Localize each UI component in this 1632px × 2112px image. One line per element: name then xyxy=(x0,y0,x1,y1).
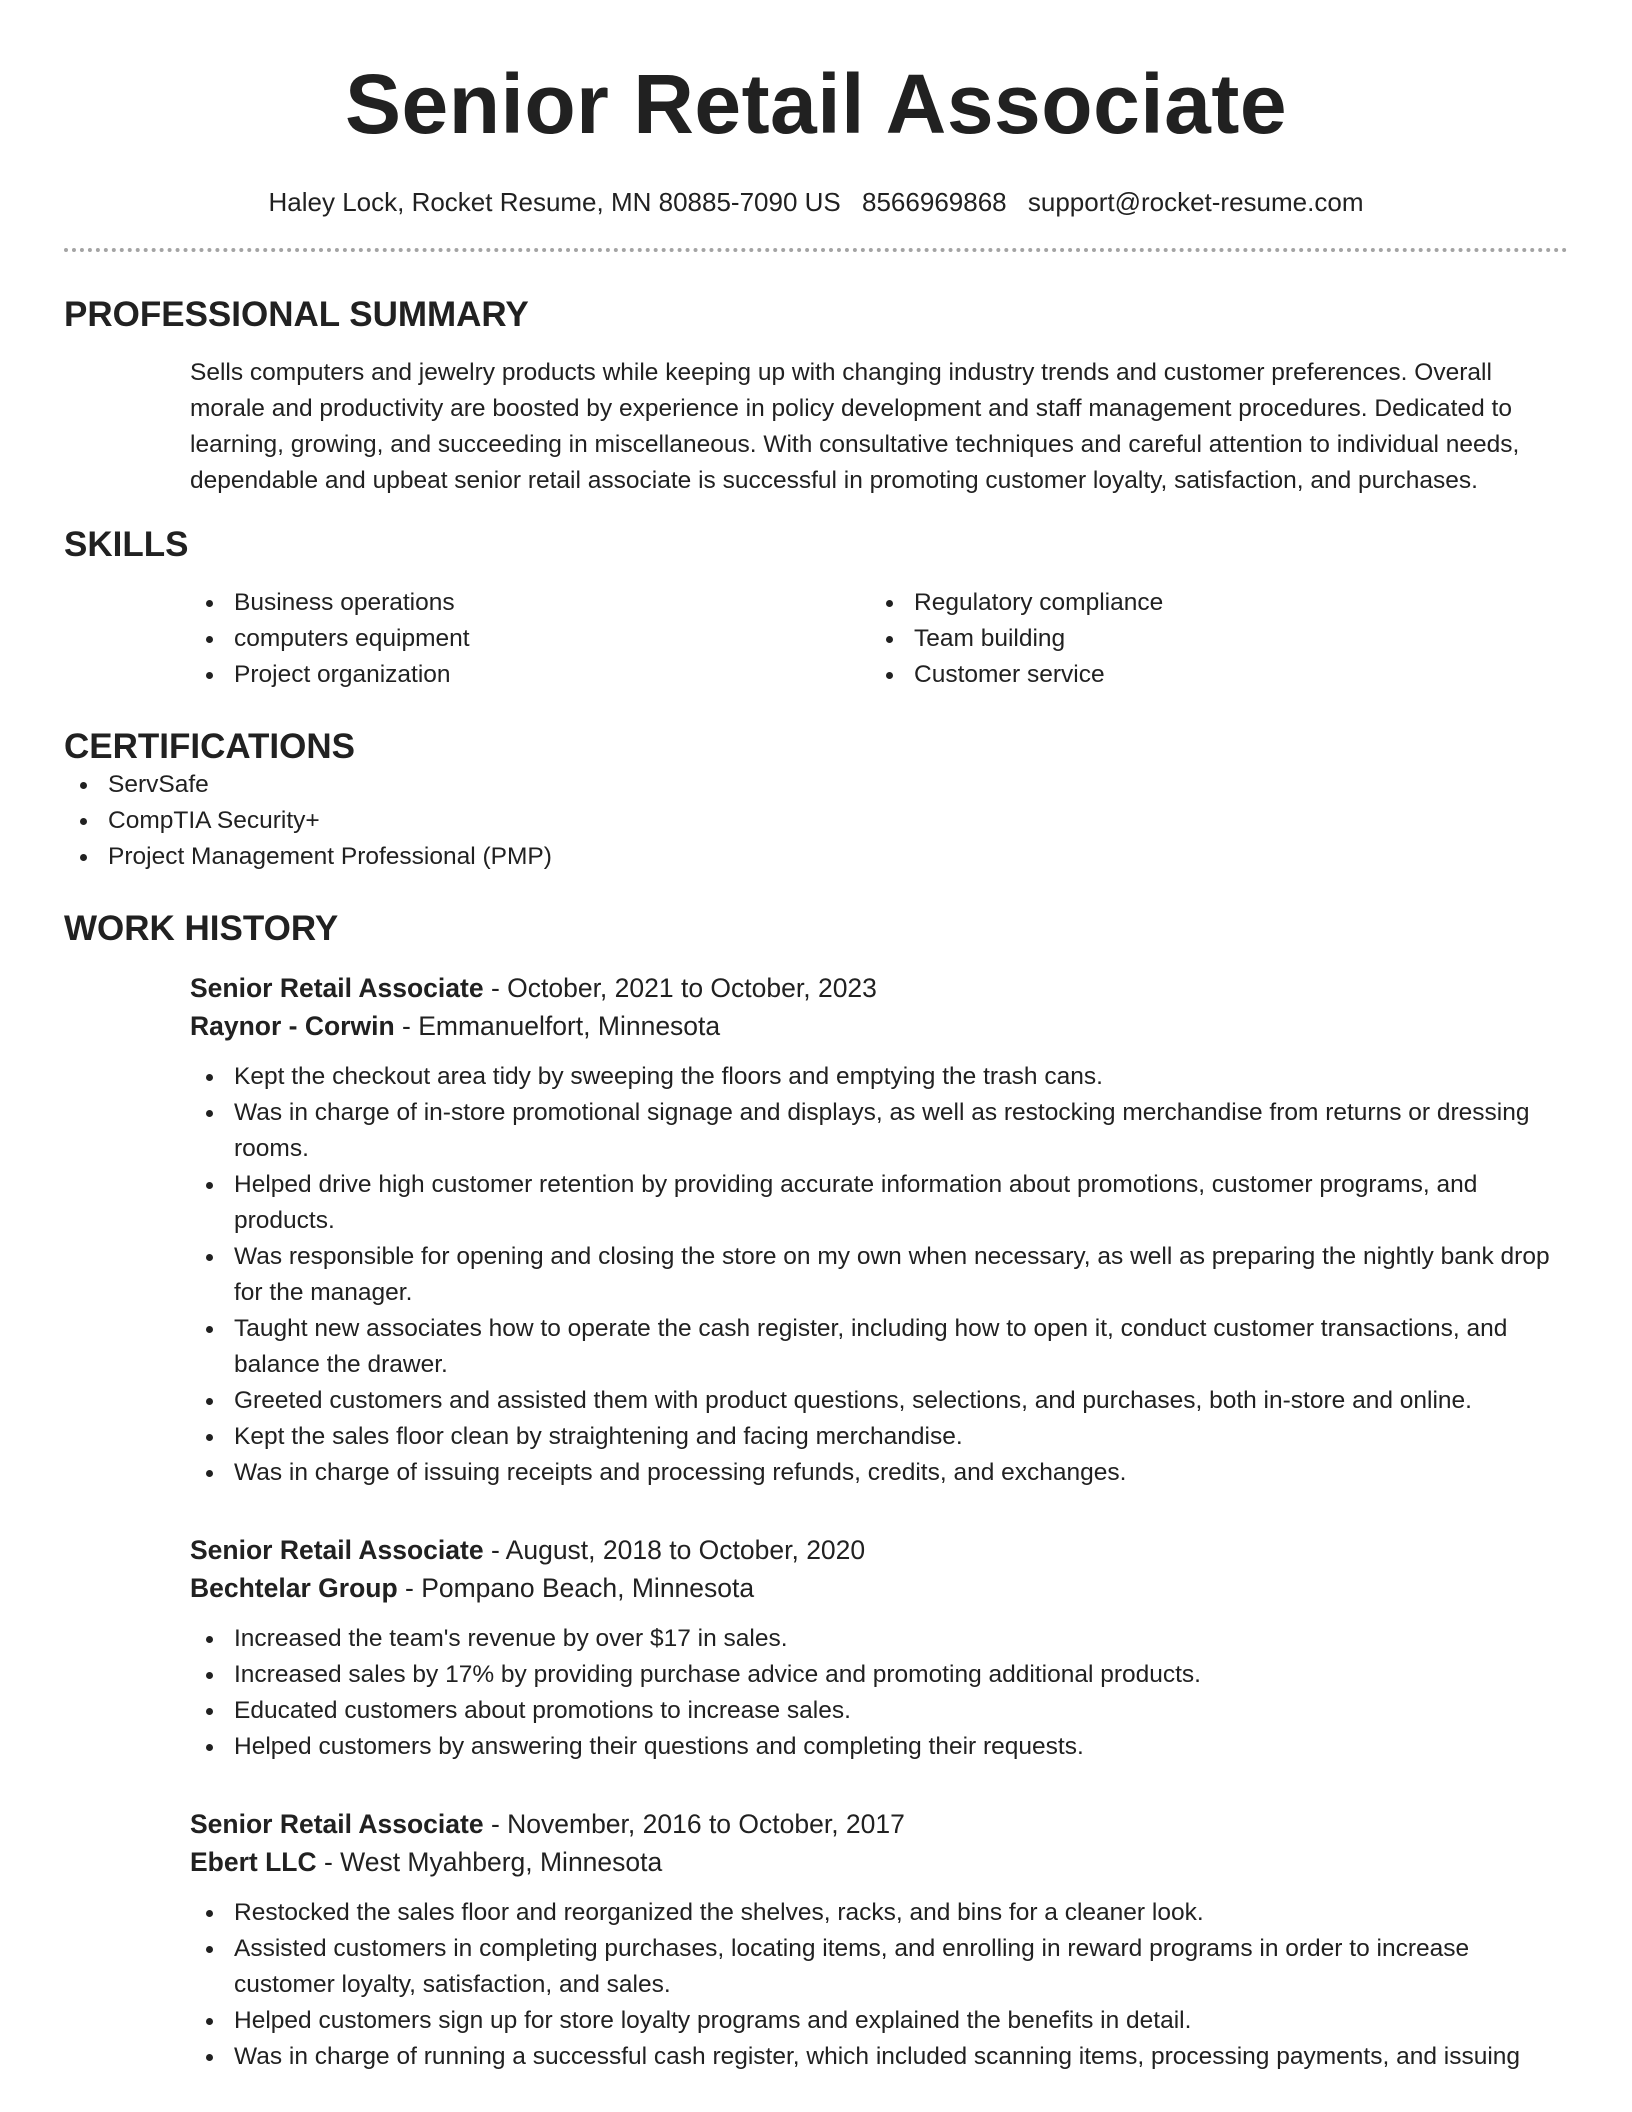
job-bullet: Helped customers sign up for store loyalty programs and explained the benefits in detail. xyxy=(190,2003,1568,2039)
contact-email: support@rocket-resume.com xyxy=(1027,187,1364,217)
job-company-line xyxy=(190,1007,1568,1045)
skills-column-left xyxy=(190,585,870,693)
job-title: Senior Retail Associate xyxy=(190,1809,484,1839)
job-company-line xyxy=(190,1843,1568,1881)
job-company-line xyxy=(190,1569,1568,1607)
job-dates: - October, 2021 to October, 2023 xyxy=(483,973,877,1003)
summary-text: Sells computers and jewelry products while keeping up with changing industry trends and customer preferences. Overall morale and productivity are boosted by experience in policy development and staff management procedures. Dedicated to learning, growing, and succeeding in miscellaneous. With consultative techniques and careful attention to individual needs, dependable and upbeat senior retail associate is successful in promoting customer loyalty, satisfaction, and purchases. xyxy=(190,359,1520,494)
job-bullet: Increased sales by 17% by providing purchase advice and promoting additional products. xyxy=(190,1657,1568,1693)
resume-page xyxy=(64,0,1568,2075)
job-entry xyxy=(190,1531,1568,1765)
certification-item: CompTIA Security+ xyxy=(64,803,1568,839)
skill-item: Customer service xyxy=(870,657,1550,693)
job-location: - West Myahberg, Minnesota xyxy=(316,1847,663,1877)
job-company: Bechtelar Group xyxy=(190,1573,398,1603)
job-bullet: Taught new associates how to operate the cash register, including how to open it, conduct customer transactions, and balance the drawer. xyxy=(190,1311,1568,1383)
job-bullet: Educated customers about promotions to increase sales. xyxy=(190,1693,1568,1729)
job-bullet: Helped customers by answering their questions and completing their requests. xyxy=(190,1729,1568,1765)
job-bullets xyxy=(190,1895,1568,2075)
skills-column-right xyxy=(870,585,1550,693)
contact-line xyxy=(64,186,1568,218)
job-title-line xyxy=(190,1531,1568,1569)
job-bullet: Restocked the sales floor and reorganized the shelves, racks, and bins for a cleaner look. xyxy=(190,1895,1568,1931)
job-bullet: Increased the team's revenue by over $17 in sales. xyxy=(190,1621,1568,1657)
job-title: Senior Retail Associate xyxy=(190,1535,484,1565)
certifications-list xyxy=(64,767,1568,875)
job-location: - Emmanuelfort, Minnesota xyxy=(394,1011,721,1041)
job-title-line xyxy=(190,1805,1568,1843)
job-bullet: Kept the checkout area tidy by sweeping the floors and emptying the trash cans. xyxy=(190,1059,1568,1095)
job-company: Raynor - Corwin xyxy=(190,1011,395,1041)
job-bullet: Was in charge of issuing receipts and processing refunds, credits, and exchanges. xyxy=(190,1455,1568,1491)
job-bullet: Greeted customers and assisted them with product questions, selections, and purchases, both in-store and online. xyxy=(190,1383,1568,1419)
job-company: Ebert LLC xyxy=(190,1847,317,1877)
job-bullets xyxy=(190,1059,1568,1491)
skill-item: Team building xyxy=(870,621,1550,657)
skill-item: computers equipment xyxy=(190,621,870,657)
certification-item: ServSafe xyxy=(64,767,1568,803)
job-dates: - August, 2018 to October, 2020 xyxy=(483,1535,866,1565)
resume-title: Senior Retail Associate xyxy=(344,57,1288,151)
header-divider xyxy=(64,248,1568,252)
job-title: Senior Retail Associate xyxy=(190,973,484,1003)
section-heading-work-history: WORK HISTORY xyxy=(64,909,339,948)
job-entry xyxy=(190,969,1568,1491)
job-bullet: Assisted customers in completing purchases, locating items, and enrolling in reward programs in order to increase customer loyalty, satisfaction, and sales. xyxy=(190,1931,1568,2003)
skill-item: Regulatory compliance xyxy=(870,585,1550,621)
contact-address: Haley Lock, Rocket Resume, MN 80885-7090 US xyxy=(268,187,841,217)
job-bullet: Was in charge of in-store promotional signage and displays, as well as restocking merchandise from returns or dressing rooms. xyxy=(190,1095,1568,1167)
skill-item: Business operations xyxy=(190,585,870,621)
job-title-line xyxy=(190,969,1568,1007)
job-dates: - November, 2016 to October, 2017 xyxy=(483,1809,905,1839)
contact-phone: 8566969868 xyxy=(862,187,1007,217)
job-bullet: Was in charge of running a successful cash register, which included scanning items, processing payments, and issuing xyxy=(190,2039,1568,2075)
job-bullets xyxy=(190,1621,1568,1765)
section-heading-summary: PROFESSIONAL SUMMARY xyxy=(64,295,529,334)
job-location: - Pompano Beach, Minnesota xyxy=(397,1573,755,1603)
certification-item: Project Management Professional (PMP) xyxy=(64,839,1568,875)
skill-item: Project organization xyxy=(190,657,870,693)
job-bullet: Was responsible for opening and closing the store on my own when necessary, as well as preparing the nightly bank drop for the manager. xyxy=(190,1239,1568,1311)
job-bullet: Helped drive high customer retention by providing accurate information about promotions, customer programs, and products. xyxy=(190,1167,1568,1239)
skills-grid xyxy=(190,585,1568,693)
section-heading-certifications: CERTIFICATIONS xyxy=(64,727,356,766)
job-entry xyxy=(190,1805,1568,2075)
section-heading-skills: SKILLS xyxy=(64,525,189,564)
job-bullet: Kept the sales floor clean by straightening and facing merchandise. xyxy=(190,1419,1568,1455)
